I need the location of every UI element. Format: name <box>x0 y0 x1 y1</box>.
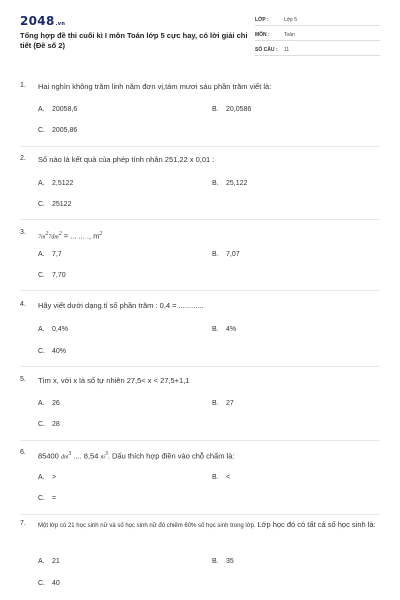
option-value: 2,5122 <box>52 180 74 187</box>
option-b[interactable] <box>212 400 234 407</box>
question-number: 7. <box>20 520 26 527</box>
option-label: C. <box>38 201 45 208</box>
option-label: A. <box>38 474 45 481</box>
option-value: 26 <box>52 400 60 407</box>
site-logo[interactable] <box>20 14 65 28</box>
meta-value: Lớp 5 <box>284 17 298 23</box>
exponent: 2 <box>45 231 49 237</box>
exponent: 2 <box>99 231 103 237</box>
expr-part: = ... ... ., m <box>61 231 100 241</box>
divider <box>20 514 380 515</box>
expr-part: 7m <box>38 234 46 241</box>
option-label: C. <box>38 495 45 502</box>
option-label: C. <box>38 348 45 355</box>
option-label: C. <box>38 580 45 587</box>
option-label: B. <box>212 180 219 187</box>
option-b[interactable] <box>212 106 251 113</box>
option-value: 0,4% <box>52 326 68 333</box>
option-value: 4% <box>226 326 237 333</box>
option-value: 35 <box>226 558 234 565</box>
option-label: C. <box>38 272 45 279</box>
question-number: 3. <box>20 229 26 236</box>
option-a[interactable] <box>38 558 60 565</box>
question-number: 4. <box>20 301 26 308</box>
option-value: 27 <box>226 400 234 407</box>
option-label: B. <box>212 400 219 407</box>
meta-row-question-count <box>255 44 380 56</box>
divider <box>20 146 380 147</box>
option-b[interactable] <box>212 251 240 258</box>
option-c[interactable] <box>38 580 60 587</box>
option-b[interactable] <box>212 558 234 565</box>
option-label: A. <box>38 326 45 333</box>
question-number: 1. <box>20 82 26 89</box>
option-a[interactable] <box>38 251 62 258</box>
logo-main: 2048 <box>20 14 55 28</box>
option-label: A. <box>38 106 45 113</box>
option-c[interactable] <box>38 272 66 279</box>
option-value: 28 <box>52 421 60 428</box>
option-c[interactable] <box>38 127 77 134</box>
exponent: 3 <box>104 451 108 457</box>
option-label: A. <box>38 400 45 407</box>
option-value: 7,70 <box>52 272 66 279</box>
option-value: 25,122 <box>226 180 248 187</box>
option-a[interactable] <box>38 106 77 113</box>
option-label: B. <box>212 474 219 481</box>
option-label: A. <box>38 558 45 565</box>
expr-part: 7dm <box>48 234 59 241</box>
document-header <box>0 0 400 60</box>
option-label: C. <box>38 421 45 428</box>
question-text: Số nào là kết quả của phép tính nhân 251,22 x 0,01 : <box>38 155 215 164</box>
logo-sub: .vn <box>55 21 66 27</box>
unit: dm <box>60 454 69 461</box>
exponent: 2 <box>58 231 62 237</box>
option-value: < <box>226 474 231 481</box>
meta-key: MÔN : <box>255 32 270 38</box>
divider <box>20 290 380 291</box>
option-label: B. <box>212 251 219 258</box>
option-b[interactable] <box>212 326 236 333</box>
option-label: C. <box>38 127 45 134</box>
meta-value: 11 <box>284 47 290 53</box>
option-label: B. <box>212 326 219 333</box>
question-number: 2. <box>20 155 26 162</box>
option-b[interactable] <box>212 180 247 187</box>
question-text-part: Lớp học đó có tất cả số học sinh là: <box>257 520 376 529</box>
option-value: 21 <box>52 558 60 565</box>
option-value: 40 <box>52 580 60 587</box>
divider <box>20 440 380 441</box>
document-title: Tổng hợp đề thi cuối kì I môn Toán lớp 5 cực hay, có lời giải chi tiết (Đề số 2) <box>20 31 248 50</box>
question-text <box>38 520 380 531</box>
meta-value: Toán <box>284 32 295 38</box>
option-label: B. <box>212 558 219 565</box>
option-c[interactable] <box>38 495 56 502</box>
question-text: Hãy viết dưới dạng tỉ số phần trăm : 0,4 = ............ <box>38 301 204 310</box>
option-b[interactable] <box>212 474 230 481</box>
question-number: 5. <box>20 376 26 383</box>
option-label: A. <box>38 180 45 187</box>
exponent: 3 <box>68 451 72 457</box>
option-value: = <box>52 495 57 502</box>
divider <box>20 366 380 367</box>
option-value: 20058,6 <box>52 106 78 113</box>
option-label: A. <box>38 251 45 258</box>
option-a[interactable] <box>38 400 60 407</box>
unit: m <box>100 454 105 461</box>
option-c[interactable] <box>38 421 60 428</box>
option-c[interactable] <box>38 348 66 355</box>
option-value: 2005,86 <box>52 127 78 134</box>
option-value: 7,7 <box>52 251 62 258</box>
question-text <box>38 229 380 243</box>
meta-row-subject <box>255 29 380 41</box>
meta-key: LỚP : <box>255 17 269 23</box>
option-value: 7,07 <box>226 251 240 258</box>
option-a[interactable] <box>38 326 68 333</box>
question-text <box>38 449 380 463</box>
question-number: 6. <box>20 449 26 456</box>
meta-key: SỐ CÂU : <box>255 47 278 53</box>
option-value: 20,0586 <box>226 106 252 113</box>
option-label: B. <box>212 106 219 113</box>
option-a[interactable] <box>38 180 73 187</box>
expr-part: .... 8,54 <box>71 451 101 461</box>
option-value: 25122 <box>52 201 72 208</box>
question-text: Tìm x, với x là số tự nhiên 27,5< x < 27,5+1,1 <box>38 376 190 385</box>
question-text: Hai nghìn không trăm linh năm đơn vị,tám mươi sáu phần trăm viết là: <box>38 82 272 91</box>
option-value: > <box>52 474 57 481</box>
question-text-part: Một lớp có 21 học sinh nữ và số học sinh nữ đó chiếm 60% số học sinh trong lớp. <box>38 523 258 529</box>
divider <box>20 219 380 220</box>
option-c[interactable] <box>38 201 71 208</box>
expr-part: 85400 <box>38 451 61 461</box>
option-value: 40% <box>52 348 67 355</box>
expr-part: . Dấu thích hợp điền vào chỗ chấm là: <box>107 451 235 461</box>
option-a[interactable] <box>38 474 56 481</box>
meta-row-class <box>255 14 380 26</box>
